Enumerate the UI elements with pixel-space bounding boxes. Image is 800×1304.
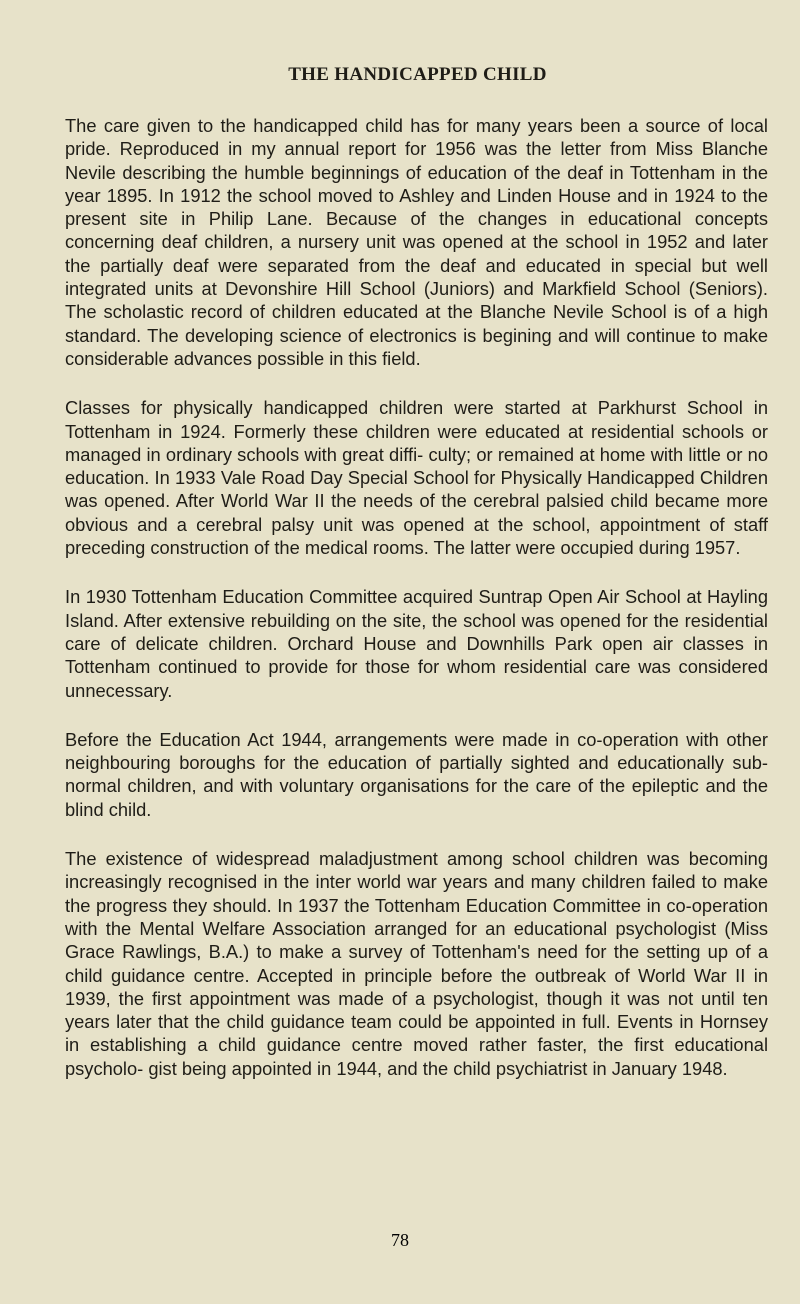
paragraph-open-air-school: In 1930 Tottenham Education Committee acquired Suntrap Open Air School at Hayling Island. After extensive rebuilding on the site, the school was opened for the residential care of delicate children. Orchard House and Downhills Park open air classes in Tottenham continued to provide for those for whom residential care was considered unnecessary. bbox=[65, 586, 768, 701]
paragraph-physically-handicapped: Classes for physically handicapped children were started at Parkhurst School in Tottenham in 1924. Formerly these children were educated at residential schools or managed in ordinary schools with great diffi- culty; or remained at home with little or no education. In 1933 Vale Road Day Special School for Physically Handicapped Children was opened. After World War II the needs of the cerebral palsied child became more obvious and a cerebral palsy unit was opened at the school, appointment of staff preceding construction of the medical rooms. The latter were occupied during 1957. bbox=[65, 397, 768, 559]
paragraph-child-guidance: The existence of widespread maladjustment among school children was becoming increasingly recognised in the inter world war years and many children failed to make the progress they should. In 1937 the Tottenham Education Committee in co-operation with the Mental Welfare Association arranged for an educational psychologist (Miss Grace Rawlings, B.A.) to make a survey of Tottenham's need for the setting up of a child guidance centre. Accepted in principle before the outbreak of World War II in 1939, the first appointment was made of a psychologist, though it was not until ten years later that the child guidance team could be appointed in full. Events in Hornsey in establishing a child guidance centre moved rather faster, the first educational psycholo- gist being appointed in 1944, and the child psychiatrist in January 1948. bbox=[65, 848, 768, 1079]
page-number: 78 bbox=[391, 1230, 409, 1250]
page-title: THE HANDICAPPED CHILD bbox=[288, 64, 547, 85]
paragraph-deaf-education: The care given to the handicapped child has for many years been a source of local pride. Reproduced in my annual report for 1956 was the letter from Miss Blanche Nevile describing the humble beginnings of education of the deaf in Tottenham in the year 1895. In 1912 the school moved to Ashley and Linden House and in 1924 to the present site in Philip Lane. Because of the changes in educational concepts concerning deaf children, a nursery unit was opened at the school in 1952 and later the partially deaf were separated from the deaf and educated in special but well integrated units at Devonshire Hill School (Juniors) and Markfield School (Seniors). The scholastic record of children educated at the Blanche Nevile School is of a high standard. The developing science of electronics is begining and will continue to make considerable advances possible in this field. bbox=[65, 115, 768, 369]
paragraph-education-act: Before the Education Act 1944, arrangements were made in co-operation with other neighbouring boroughs for the education of partially sighted and educationally sub-normal children, and with voluntary organisations for the care of the epileptic and the blind child. bbox=[65, 728, 768, 820]
